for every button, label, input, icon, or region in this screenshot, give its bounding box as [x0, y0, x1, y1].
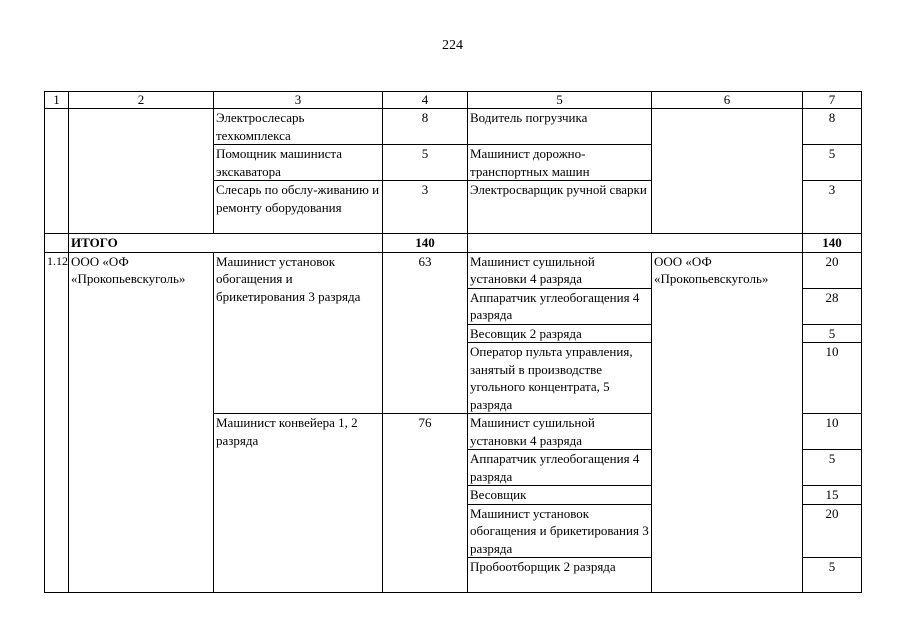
staffing-table — [44, 91, 862, 593]
cell-target-count: 10 — [803, 343, 862, 414]
cell-count: 76 — [383, 414, 468, 593]
header-col-1: 1 — [45, 92, 69, 109]
cell-profession: Помощник машиниста экскаватора — [214, 145, 383, 181]
cell-count: 5 — [383, 145, 468, 181]
table-row — [45, 109, 862, 145]
cell-target-count: 28 — [803, 288, 862, 324]
table-row — [45, 252, 862, 288]
total-label: ИТОГО — [69, 234, 383, 253]
cell-profession: Электрослесарь техкомплекса — [214, 109, 383, 145]
cell-target-profession: Аппаратчик углеобогащения 4 разряда — [468, 288, 652, 324]
header-col-3: 3 — [214, 92, 383, 109]
cell-target-profession: Оператор пульта управления, занятый в производстве угольного концентрата, 5 разряда — [468, 343, 652, 414]
cell-target-count: 3 — [803, 181, 862, 234]
cell-organization: ООО «ОФ «Прокопьевскуголь» — [69, 252, 214, 593]
cell-target-count: 5 — [803, 324, 862, 343]
cell-number — [45, 234, 69, 253]
cell-count: 3 — [383, 181, 468, 234]
cell-profession: Слесарь по обслу-живанию и ремонту оборудования — [214, 181, 383, 234]
cell-target-count: 15 — [803, 486, 862, 505]
cell-profession: Машинист установок обогащения и брикетирования 3 разряда — [214, 252, 383, 414]
total-target-count: 140 — [803, 234, 862, 253]
cell-target-profession: Машинист сушильной установки 4 разряда — [468, 414, 652, 450]
cell-count: 8 — [383, 109, 468, 145]
cell-number: 1.12 — [45, 252, 69, 593]
cell-number — [45, 109, 69, 234]
cell-target-profession: Водитель погрузчика — [468, 109, 652, 145]
cell-target-profession: Электросварщик ручной сварки — [468, 181, 652, 234]
cell-target-profession: Машинист установок обогащения и брикетирования 3 разряда — [468, 504, 652, 558]
cell-target-profession: Машинист дорожно-транспортных машин — [468, 145, 652, 181]
cell-target-count: 20 — [803, 504, 862, 558]
cell-target-profession: Весовщик 2 разряда — [468, 324, 652, 343]
cell-target-count: 5 — [803, 558, 862, 593]
cell-organization — [69, 109, 214, 234]
cell-target-count: 5 — [803, 145, 862, 181]
cell-count: 63 — [383, 252, 468, 414]
cell-target-count: 8 — [803, 109, 862, 145]
cell-target-count: 20 — [803, 252, 862, 288]
cell-target-profession: Машинист сушильной установки 4 разряда — [468, 252, 652, 288]
cell-target-profession: Пробоотборщик 2 разряда — [468, 558, 652, 593]
cell-target-profession: Аппаратчик углеобогащения 4 разряда — [468, 450, 652, 486]
cell-target-profession: Весовщик — [468, 486, 652, 505]
cell-profession: Машинист конвейера 1, 2 разряда — [214, 414, 383, 593]
header-col-7: 7 — [803, 92, 862, 109]
cell-target-organization — [652, 109, 803, 234]
total-count: 140 — [383, 234, 468, 253]
page-number: 224 — [442, 38, 463, 53]
total-row — [45, 234, 862, 253]
header-col-6: 6 — [652, 92, 803, 109]
cell-target-count: 5 — [803, 450, 862, 486]
header-col-2: 2 — [69, 92, 214, 109]
header-col-5: 5 — [468, 92, 652, 109]
header-col-4: 4 — [383, 92, 468, 109]
cell-target-organization: ООО «ОФ «Прокопьевскуголь» — [652, 252, 803, 593]
cell-target-count: 10 — [803, 414, 862, 450]
header-row — [45, 92, 862, 109]
cell-empty — [468, 234, 803, 253]
